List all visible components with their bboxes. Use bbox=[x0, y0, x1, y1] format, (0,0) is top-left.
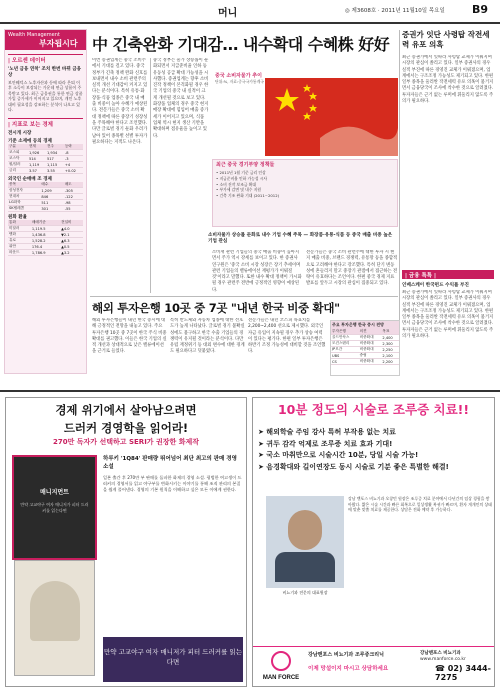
table-row bbox=[8, 206, 83, 212]
table-row bbox=[8, 250, 83, 256]
book-cover-image bbox=[12, 455, 97, 560]
article-column: 전문가들은 내년 코스피 목표치를 2,200~2,400 선으로 제시했다. 외국인 자금 유입이 지속될 경우 추가 상승 여력이 있다는 평가다. 한편 일부 투자은행은 하반기 조정 가능성에 대비할 것을 조언했다. bbox=[248, 318, 326, 355]
table-cell: ▲4.0 bbox=[60, 226, 83, 232]
finance-talk-subtitle: 인베스케이 한국펀드 수익률 부진 bbox=[402, 283, 469, 288]
table-cell: 2,200 bbox=[381, 359, 399, 365]
benefit-item: ➤ 귀두 감각 억제로 조루증 치료 효과 기대! bbox=[258, 439, 393, 448]
table-cell: ▼2.1 bbox=[60, 232, 83, 238]
table-cell: 비중확대 bbox=[359, 341, 382, 347]
small-star bbox=[303, 112, 311, 120]
call-to-action: 이제 망설이지 마시고 상담하세요 bbox=[308, 666, 389, 672]
table-cell: +0.02 bbox=[64, 168, 83, 174]
market-table bbox=[8, 144, 83, 174]
table-cell: 중립 bbox=[359, 353, 382, 359]
table-cell: 2,300 bbox=[381, 341, 399, 347]
clinic-website[interactable]: www.manforce.co.kr bbox=[420, 657, 466, 662]
table-cell: -122 bbox=[64, 194, 83, 200]
benefit-item: ➤ 해외학술 주임 강사 특허 부작용 없는 치료 bbox=[258, 428, 396, 436]
side-article-text: 최근 증권가에서 잇따라 사령탑 교체가 이뤄지며 시장의 관심이 쏠리고 있다. 일부 증권사의 경우 실적 부진에 따른 경영진 교체가 이뤄졌으며, 업계에서는 구조조정 가능성도 제기되고 있다. 한편 일부 종목을 둘러싼 작전세력 유포 의혹이 불거지면서 금융당국이 조사에 착수한 것으로 알려졌다. 투자자들은 근거 없는 루머에 휘둘리지 않도록 주의가 필요하다. bbox=[402, 55, 494, 105]
info-item: • 지급준비율 인하 가능성 시사 bbox=[216, 175, 268, 181]
side-headline: 증권가 잇단 사령탑 작전세력 유포 의혹 bbox=[402, 30, 490, 49]
big-star bbox=[275, 88, 299, 111]
clinic-text: 강남 맨포스 비뇨기과 오창민 원장은 조루증 치료 분야에서 다년간의 임상 경험을 쌓아왔다. 짧은 시술 시간과 빠른 회복으로 일상생활 복귀가 빠르며, 환자 개개인의 상태에 맞춘 맞춤 치료를 제공한다. 상담은 전화 예약 후 가능하다. bbox=[348, 496, 492, 512]
table-cell: 2,400 bbox=[381, 335, 399, 341]
table-cell: 3.55 bbox=[46, 168, 64, 174]
table-header-cell: 투자은행 bbox=[331, 329, 359, 335]
table-cell: 비중확대 bbox=[359, 347, 382, 353]
table-cell: 514 bbox=[28, 156, 46, 162]
table-cell: 모건스탠리 bbox=[331, 341, 359, 347]
table-cell: -55 bbox=[64, 206, 83, 212]
chart-title: 중국 소비자물가 추이 bbox=[215, 73, 262, 79]
table-cell: 엔화 bbox=[8, 232, 31, 238]
table-cell: 846 bbox=[40, 194, 63, 200]
table-cell: 1,528.2 bbox=[31, 238, 60, 244]
article-column: 이번 증권업계는 중국 소비주에서 기대를 걸고 있다. 중국 정부가 긴축 정책 완화 신호를 보내면서 내수 소비 관련주의 실적 개선 기대감이 커지고 있다는 분석이다. 특히 유통·화장품·식품 업종은 중국 내 매출 비중이 높아 수혜가 예상된다. 전문가들은 중국 소비 확대 정책에 따른 중장기 성장성을 주목해야 한다고 조언했다. 다만 글로벌 경기 둔화 우려가 남아 있어 종목별 선별 투자가 필요하다는 지적도 나온다. bbox=[92, 58, 148, 145]
table-cell: 1,119.5 bbox=[31, 226, 60, 232]
article-column: 전문가들은 중국 소비 관련주에 대한 투자 시 현지 매출 비중, 브랜드 경쟁력, 유통망 등을 종합적으로 고려해야 한다고 강조했다. 특히 단기 변동성에 흔들리지 말고 중장기 관점에서 접근하는 전략이 유효하다는 조언이다. 한편 중국 경제 지표 발표를 앞두고 시장의 관심이 집중되고 있다. bbox=[306, 250, 398, 287]
ad-info bbox=[103, 455, 243, 493]
table-cell: 1,926 bbox=[28, 150, 46, 156]
info-item: • 부가세 감면 및 내수 지원 bbox=[216, 187, 261, 193]
table-cell: -98 bbox=[64, 200, 83, 206]
main-headline: 中 긴축완화 기대감… 내수확대 수혜株 好好 bbox=[92, 35, 390, 54]
article-divider bbox=[90, 296, 398, 297]
table-row bbox=[331, 329, 399, 335]
benefit-item: ➤ 국소 마취만으로 시술시간 10분, 당일 시술 가능! bbox=[258, 451, 419, 459]
ad-headline: 드러커 경영학을 읽어라! bbox=[63, 421, 189, 435]
table-cell: 301 bbox=[40, 206, 63, 212]
info-list bbox=[216, 170, 396, 199]
article2-headline: 해외 투자은행 10곳 중 7곳 "내년 한국 비중 확대" bbox=[92, 301, 340, 315]
table-title: 주요 투자은행 한국 증시 전망 bbox=[331, 321, 399, 329]
article-column: 소비재 관련 기업들의 중국 매출 비중이 높아지면서 주가 역시 강세를 보이고 있다. 한 증권사 연구원은 '중국 소비 시장 성장은 장기 추세이며 관련 기업들의 밸류에이션 재평가가 이뤄질 것'이라고 말했다. 또한 내수 확대 정책이 가시화될 경우 관련주 전반에 긍정적인 영향이 예상된다. bbox=[212, 250, 302, 293]
table-cell: ▲0.5 bbox=[60, 244, 83, 250]
clinic-ad-title: 10분 정도의 시술로 조루증 치료!! bbox=[277, 402, 470, 417]
article-column: 특히 반도체와 자동차 업종에 대한 선호도가 높게 나타났다. 글로벌 경기 불확실성에도 불구하고 한국 수출 기업들의 경쟁력이 유지될 것이라는 분석이다. 다만 유럽 재정위기 등 대외 변수에 대한 경계도 필요하다고 덧붙였다. bbox=[170, 318, 245, 355]
ad-info-text: 일본 출간 후 270만 부 판매를 돌파한 화제의 경영 소설. 평범한 여고생이 드러커의 경영서를 읽고 야구부를 변화시키는 이야기를 통해 조직 관리의 본질을 쉽게 풀어낸다. 경영의 기본 원칙을 이해하고 싶은 모든 이에게 권한다. bbox=[103, 475, 242, 492]
badge-label: Wealth Management bbox=[8, 32, 60, 38]
table-title: 원화 환율 bbox=[8, 215, 27, 221]
table-header-cell: 전일비 bbox=[60, 220, 83, 226]
flag-stars bbox=[265, 78, 398, 156]
info-item: • 긴축 기조 완화 기대 (2011~2012) bbox=[216, 193, 280, 199]
book-title: 매니지먼트 bbox=[40, 489, 69, 496]
article-column: 해외 투자은행들이 내년 한국 증시에 대해 긍정적인 전망을 내놓고 있다. 주요 투자은행 10곳 중 7곳이 한국 주식 비중 확대를 권고했다. 이들은 한국 기업의 실적 개선과 상대적으로 낮은 밸류에이션을 근거로 들었다. bbox=[92, 318, 167, 355]
table-cell: 517 bbox=[46, 156, 64, 162]
small-star bbox=[309, 104, 317, 112]
table-cell: 1,436.8 bbox=[31, 232, 60, 238]
table-cell: 3.57 bbox=[28, 168, 46, 174]
wealth-management-column bbox=[4, 29, 87, 374]
illustration bbox=[30, 581, 80, 641]
table-cell: 파운드 bbox=[8, 250, 31, 256]
table-cell: SK텔레콤 bbox=[8, 206, 40, 212]
ib-outlook-table bbox=[330, 320, 400, 376]
table-cell: ▲6.3 bbox=[60, 238, 83, 244]
table-header-cell: 현재 bbox=[28, 144, 46, 150]
table-cell: +4 bbox=[64, 162, 83, 168]
table-row bbox=[8, 168, 83, 174]
table-cell: -3 bbox=[64, 156, 83, 162]
section-heading: | 지표로 보는 경제 bbox=[8, 118, 83, 128]
issue-date: ◎ 제3608호 · 2011년 11월10일 목요일 bbox=[345, 8, 445, 14]
ad-info-title: 하루키 '1Q84' 판매량 뛰어넘어 최단 최고의 판매 경영 소설 bbox=[103, 456, 237, 470]
table-cell: -8 bbox=[64, 150, 83, 156]
table-cell: UBS bbox=[331, 353, 359, 359]
section-text: 보안웨덕스 노후자산과 등에 따라 은퇴 이후 소득이 보장되는 가운데 연금 상품이 주목받고 있다. 최근 금융권을 통한 연금 상품 가입 증가세가 이어지고 있으며, 개인 노후 대비 필요성을 강조하는 분석이 나오고 있다. bbox=[8, 80, 83, 113]
table-cell: 현대차 bbox=[8, 194, 40, 200]
wealth-badge bbox=[5, 30, 86, 50]
table-cell: 위안 bbox=[8, 244, 31, 250]
table-cell: 유로 bbox=[8, 238, 31, 244]
column-divider bbox=[150, 58, 151, 293]
manforce-logo bbox=[258, 650, 304, 682]
article-column: 중국 정부는 물가 상승률이 둔화되면서 지급준비율 인하 등 유동성 공급 확대 가능성을 시사했다. 증권업계는 향후 소비 진작 정책이 본격화될 경우 한국 기업의 중국 내 실적이 크게 개선될 것으로 보고 있다. 화장품 업체의 경우 중국 현지 매장 확대에 힘입어 매출 증가세가 이어지고 있으며, 식품 업체 역시 현지 생산 기반을 확대하며 점유율을 높이고 있다. bbox=[153, 58, 209, 139]
clinic-benefits bbox=[258, 427, 493, 473]
table-cell: 삼성전자 bbox=[8, 188, 40, 194]
table-title: 기준 소재에 등의 경제 bbox=[8, 139, 52, 145]
table-cell: 미달러 bbox=[8, 226, 31, 232]
logo-mark bbox=[258, 650, 304, 682]
exchange-rate-table bbox=[8, 220, 83, 256]
clinic-name: 강남맨포스 비뇨기과 조루증크리닉 bbox=[308, 652, 384, 658]
article-subheading: 소비자물가 상승률 둔화로 내수 기업 수혜 주목 — 화장품·유통·식품 등 중국 매출 비중 높은 기업 관심 bbox=[208, 233, 393, 245]
table-cell: 1,115 bbox=[46, 162, 64, 168]
table-header-cell: 목표 bbox=[381, 329, 399, 335]
section-subtitle: '노년 금융 연착' 조치 한번 바뀌 금융상 bbox=[8, 67, 82, 78]
info-item: • 2011년 1월 기준 금리 인상 bbox=[216, 170, 266, 175]
clinic-name-short: 강남맨포스 비뇨기과 bbox=[420, 651, 461, 656]
table-cell: LG화학 bbox=[8, 200, 40, 206]
info-title: 최근 중국 경기부양 정책들 bbox=[216, 162, 275, 168]
ad-headline: 경제 위기에서 살아남으려면 bbox=[55, 403, 197, 417]
table-header-cell: 매매기준 bbox=[31, 220, 60, 226]
table-cell: 비중확대 bbox=[359, 359, 382, 365]
finance-talk-heading: | 금융 톡톡 | bbox=[402, 270, 494, 279]
table-cell: 2,250 bbox=[381, 347, 399, 353]
table-cell: 176.4 bbox=[31, 244, 60, 250]
table-cell: 1,209 bbox=[40, 188, 63, 194]
table-header-cell: 통화 bbox=[8, 220, 31, 226]
info-item: • 소비 진작 보조금 확대 bbox=[216, 181, 257, 187]
benefit-item: ➤ 음경확대와 길이연장도 동시 시술로 기분 좋은 특별한 해결! bbox=[258, 462, 449, 471]
logo-text: MAN FORCE bbox=[262, 675, 300, 681]
table-cell: 1,786.9 bbox=[31, 250, 60, 256]
table-cell: ▲3.2 bbox=[60, 250, 83, 256]
table-cell: 2,100 bbox=[381, 353, 399, 359]
section-heading: | 오르셴 데이터 bbox=[8, 54, 83, 64]
table-cell: 511 bbox=[40, 200, 63, 206]
table-cell: 금리 bbox=[8, 168, 28, 174]
book-photo bbox=[14, 560, 95, 676]
table-cell: JP모간 bbox=[331, 347, 359, 353]
currency-image bbox=[320, 127, 398, 156]
table-header-cell: 종목 bbox=[8, 182, 40, 188]
page-number: B9 bbox=[472, 3, 489, 16]
book-subtitle: 만약 고교야구 여자 매니저가 피터 드러커를 읽는다면 bbox=[20, 502, 89, 513]
badge-title: 부자됩시다 bbox=[39, 39, 78, 48]
table-header-cell: 매수 bbox=[40, 182, 63, 188]
ad-tagline: 270만 독자가 선택하고 SERI가 권장한 화제작 bbox=[52, 438, 200, 446]
doctor-coat bbox=[275, 552, 335, 582]
clinic-phone[interactable]: ☎ 02) 3444-7275 bbox=[435, 664, 491, 682]
doctor-caption: 비뇨기과 전문의 대표원장 bbox=[282, 590, 328, 595]
table-header-cell: 구분 bbox=[8, 144, 28, 150]
doctor-photo bbox=[266, 496, 344, 588]
table-cell: 1,119 bbox=[28, 162, 46, 168]
finance-talk-text: 최근 증권가에서 잇따라 사령탑 교체가 이뤄지며 시장의 관심이 쏠리고 있다. 일부 증권사의 경우 실적 부진에 따른 경영진 교체가 이뤄졌으며, 업계에서는 구조조정 가능성도 제기되고 있다. 한편 일부 종목을 둘러싼 작전세력 유포 의혹이 불거지면서 금융당국이 조사에 착수한 것으로 알려졌다. 투자자들은 근거 없는 루머에 휘둘리지 않도록 주의가 필요하다. bbox=[402, 290, 494, 340]
table-cell: 골드만삭스 bbox=[331, 335, 359, 341]
table-cell: 원/달러 bbox=[8, 162, 28, 168]
table-header-cell: 매도 bbox=[64, 182, 83, 188]
doctor-face bbox=[288, 510, 322, 550]
section-subtitle: 전시개 시장 bbox=[8, 131, 32, 137]
table-cell: 코스피 bbox=[8, 150, 28, 156]
table-row bbox=[331, 359, 399, 365]
table-cell: 코스닥 bbox=[8, 156, 28, 162]
table-header-cell: 의견 bbox=[359, 329, 382, 335]
table-cell: -305 bbox=[64, 188, 83, 194]
ad-divider bbox=[0, 390, 500, 392]
table-header-cell: 등락 bbox=[64, 144, 83, 150]
section-name: 머니 bbox=[218, 8, 238, 19]
foreign-trade-table bbox=[8, 182, 83, 212]
table-cell: 비중확대 bbox=[359, 335, 382, 341]
table-header-cell: 전주 bbox=[46, 144, 64, 150]
chart-subtitle: 단위:%, 자료:중국국가통계국 bbox=[215, 79, 264, 84]
small-star bbox=[309, 92, 317, 100]
table-cell: CS bbox=[331, 359, 359, 365]
table-title: 외국인 순매매 조 경제 bbox=[8, 177, 52, 183]
small-star bbox=[303, 84, 311, 92]
table-cell: 1,934 bbox=[46, 150, 64, 156]
china-flag-image bbox=[265, 78, 398, 156]
ad-banner: 만약 고교야구 여자 매니저가 피터 드러커를 읽는다면 bbox=[103, 637, 243, 682]
